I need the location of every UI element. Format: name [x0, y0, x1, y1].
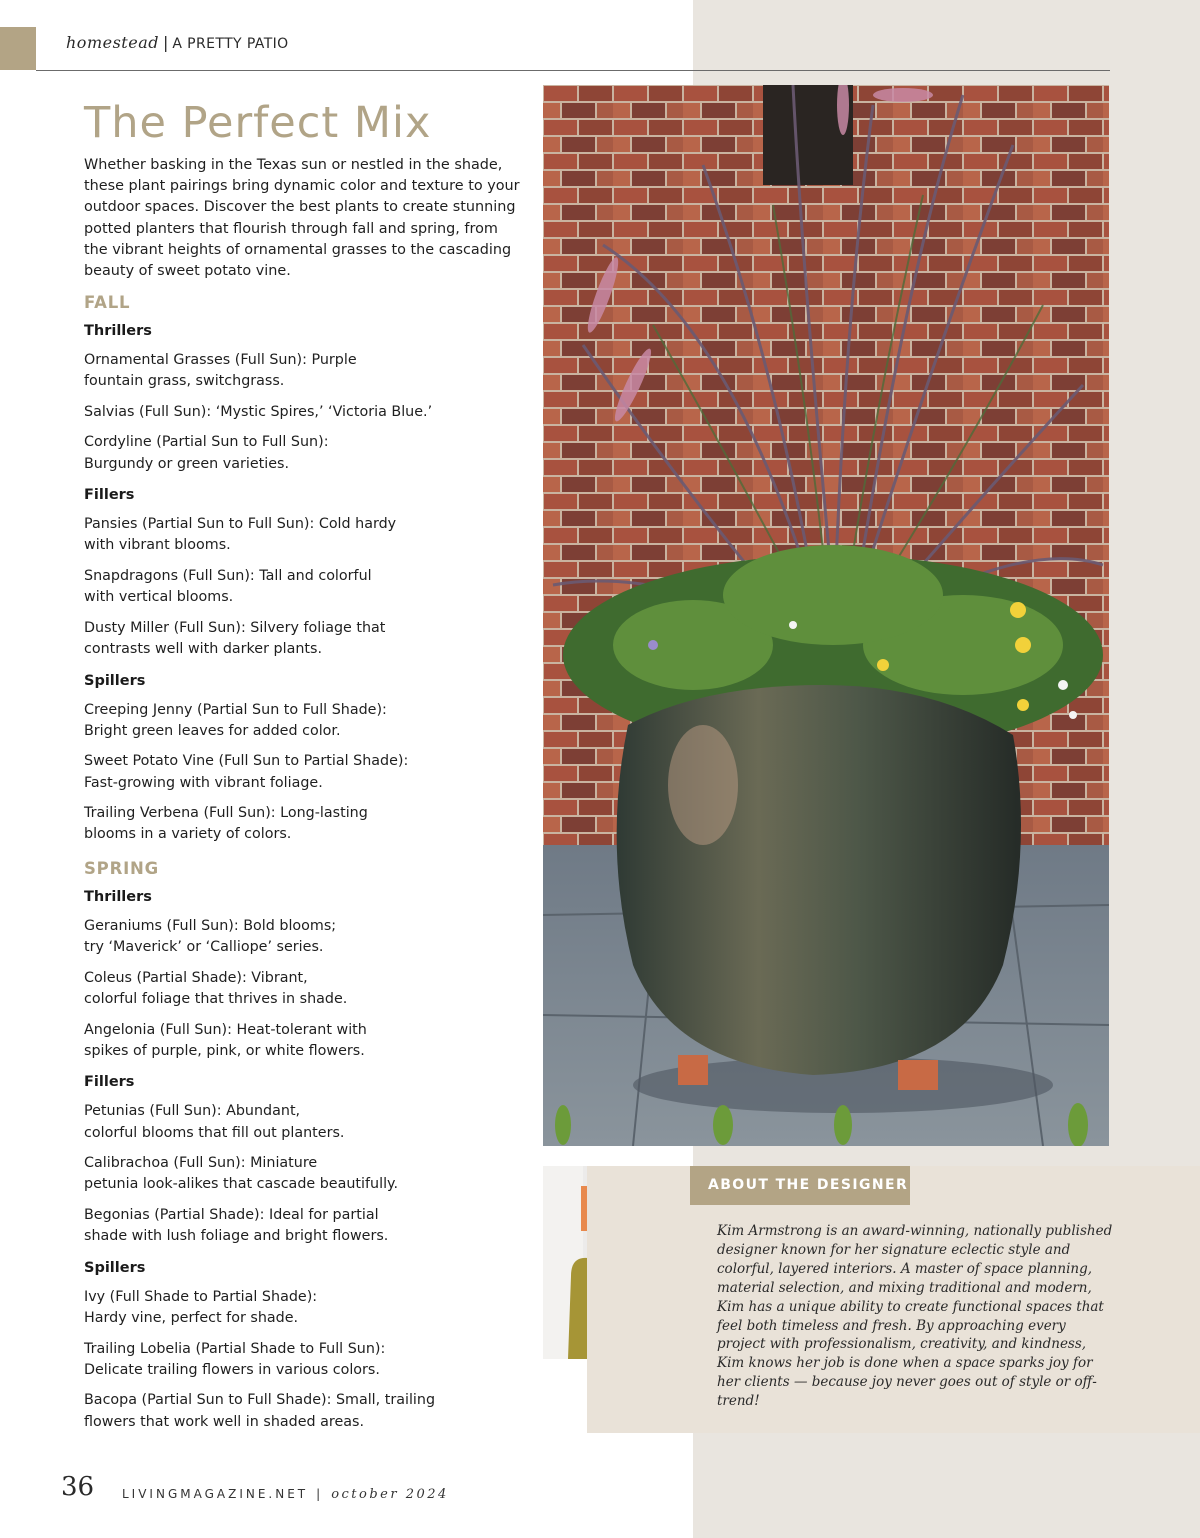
header-brand: homestead — [66, 33, 159, 52]
plant-entry: Trailing Lobelia (Partial Shade to Full Sun): Delicate trailing flowers in various colors. — [84, 1340, 386, 1378]
plant-entry: Ornamental Grasses (Full Sun): Purple fountain grass, switchgrass. — [84, 352, 357, 390]
plant-entry: Bacopa (Partial Sun to Full Shade): Small, trailing flowers that work well in shaded areas. — [84, 1392, 436, 1430]
category-heading: Fillers — [84, 487, 135, 504]
article-intro: Whether basking in the Texas sun or nestled in the shade, these plant pairings bring dynamic color and texture to your outdoor spaces. Discover the best plants to create stunning potted planters that flourish through fall and spring, from the vibrant heights of ornamental grasses to the cascading beauty of sweet potato vine. — [84, 157, 520, 280]
header-rule — [36, 70, 1110, 71]
season-heading-spring: SPRING — [84, 858, 159, 878]
plant-entry: Ivy (Full Shade to Partial Shade): Hardy vine, perfect for shade. — [84, 1288, 318, 1326]
header-section: A PRETTY PATIO — [172, 36, 289, 52]
plant-entry: Begonias (Partial Shade): Ideal for partial shade with lush foliage and bright flowers. — [84, 1206, 389, 1245]
plant-entry: Salvias (Full Sun): ‘Mystic Spires,’ ‘Victoria Blue.’ — [84, 403, 433, 420]
running-header — [66, 33, 289, 52]
plant-entry: Sweet Potato Vine (Full Sun to Partial Shade): Fast-growing with vibrant foliage. — [84, 753, 409, 791]
plant-entry: Pansies (Partial Sun to Full Sun): Cold hardy with vibrant blooms. — [84, 516, 397, 554]
plant-entry: Geraniums (Full Sun): Bold blooms; try ‘Maverick’ or ‘Calliope’ series. — [84, 917, 337, 956]
plant-entry: Petunias (Full Sun): Abundant, colorful blooms that fill out planters. — [84, 1103, 345, 1141]
plant-entry: Creeping Jenny (Partial Sun to Full Shade): Bright green leaves for added color. — [84, 701, 387, 739]
plant-entry: Dusty Miller (Full Sun): Silvery foliage that contrasts well with darker plants. — [84, 619, 386, 657]
article-title: The Perfect Mix — [84, 98, 432, 148]
category-heading: Thrillers — [84, 323, 152, 339]
footer-issue: october 2024 — [331, 1487, 449, 1502]
plant-entry: Cordyline (Partial Sun to Full Sun): Burgundy or green varieties. — [84, 434, 329, 472]
plant-entry: Trailing Verbena (Full Sun): Long-lasting blooms in a variety of colors. — [84, 805, 368, 843]
footer-site: LIVINGMAGAZINE.NET — [122, 1487, 309, 1501]
category-heading: Spillers — [84, 672, 146, 689]
season-heading-fall: FALL — [84, 293, 131, 312]
plant-entry: Coleus (Partial Shade): Vibrant, colorful foliage that thrives in shade. — [84, 969, 348, 1007]
category-heading: Spillers — [84, 1259, 146, 1276]
page-number: 36 — [61, 1472, 95, 1502]
header-separator: | — [162, 33, 169, 52]
category-heading: Thrillers — [84, 888, 152, 905]
section-tab-marker — [0, 27, 36, 70]
footer-separator: | — [316, 1487, 324, 1501]
plant-entry: Snapdragons (Full Sun): Tall and colorful with vertical blooms. — [84, 567, 372, 606]
about-designer-tag: ABOUT THE DESIGNER — [690, 1166, 910, 1205]
plant-entry: Angelonia (Full Sun): Heat-tolerant with spikes of purple, pink, or white flowers. — [84, 1021, 367, 1059]
plant-entry: Calibrachoa (Full Sun): Miniature petunia look-alikes that cascade beautifully. — [84, 1155, 399, 1193]
about-designer-bio: Kim Armstrong is an award-winning, nationally published designer known for her signature eclectic style and colorful, layered interiors. A master of space planning, material selection, and mixing traditional and modern, Kim has a unique ability to create functional spaces that feel both timeless and fresh. By approaching every project with professionalism, creativity, and kindness, Kim knows her job is done when a space sparks joy for her clients — because joy never goes out of style or off-trend! — [717, 1223, 1113, 1410]
plant-list-column — [84, 289, 524, 1442]
planter-photo — [543, 85, 1109, 1146]
category-heading: Fillers — [84, 1074, 135, 1091]
page-footer — [122, 1487, 449, 1502]
